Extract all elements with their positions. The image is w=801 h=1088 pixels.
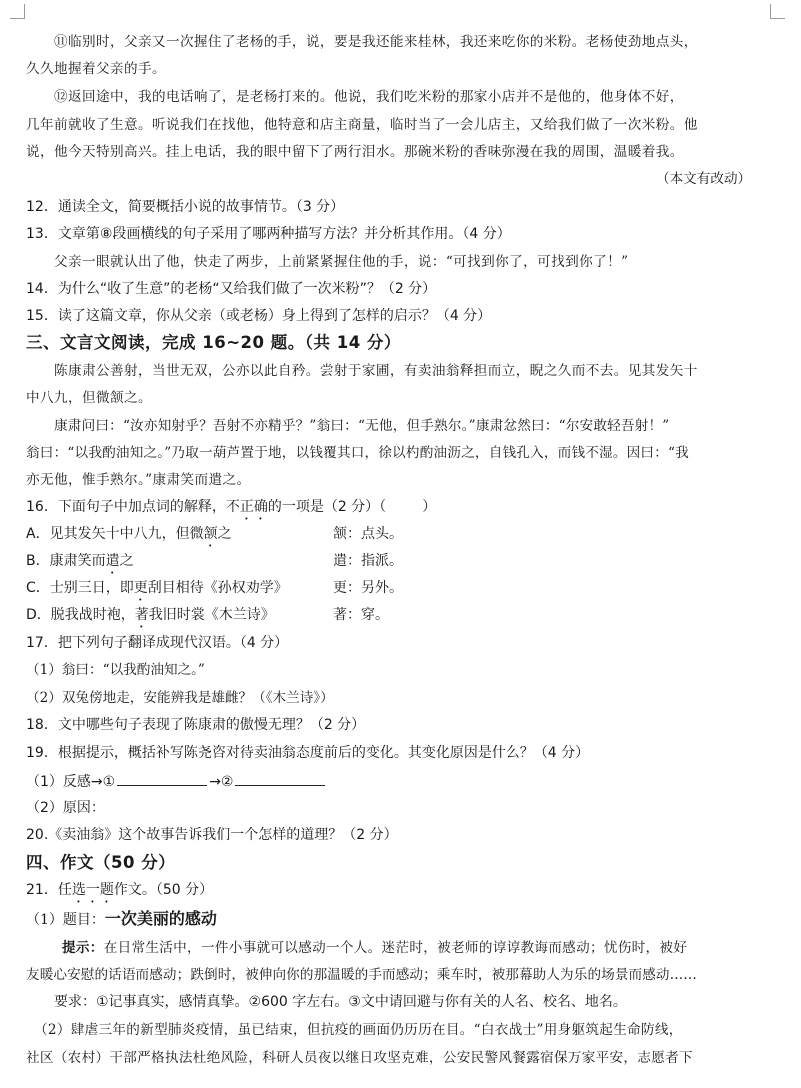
classical-passage-line2: 中八九，但微颔之。 — [26, 390, 152, 406]
classical-passage-line3: 康肃问曰：“汝亦知射乎？吾射不亦精乎？”翁曰：“无他，但手熟尔。”康肃忿然曰：“尔安敢轻吾射！” — [54, 418, 670, 434]
dotted-phrase: 选一题 — [71, 882, 114, 898]
emphasized-word: 正确 — [239, 499, 268, 515]
question-17-item2: （2）双兔傍地走，安能辨我是雄雌？（《木兰诗》） — [26, 690, 334, 706]
dotted-word-b: 遣 — [105, 553, 120, 569]
option-b: B．康肃笑而遣之 — [26, 553, 134, 569]
dotted-word-d: 著 — [134, 607, 149, 623]
requirements: 要求：①记事真实，感情真挚。②600 字左右。③文中请回避与你有关的人名、校名、地名。 — [54, 994, 627, 1010]
question-17-item1: （1）翁曰：“以我酌油知之。” — [26, 662, 205, 678]
crop-mark-top-right — [770, 4, 785, 19]
question-12: 12．通读全文，简要概括小说的故事情节。（3 分） — [26, 199, 345, 215]
question-15: 15．读了这篇文章，你从父亲（或老杨）身上得到了怎样的启示？（4 分） — [26, 308, 492, 324]
classical-passage-line4: 翁曰：“以我酌油知之。”乃取一葫芦置于地，以钱覆其口，徐以杓酌油沥之，自钱孔入，而钱不湿。因曰：“我 — [26, 445, 689, 461]
option-d: D．脱我战时袍，著我旧时裳《木兰诗》 — [26, 607, 275, 623]
story-p12-line3: 说，他今天特别高兴。挂上电话，我的眼中留下了两行泪水。那碗米粉的香味弥漫在我的周围，温暖着我。 — [26, 144, 684, 160]
option-b-gloss: 遣：指派。 — [333, 553, 403, 569]
option-c-gloss: 更：另外。 — [333, 580, 403, 596]
story-p12-line1: ⑫返回途中，我的电话响了，是老杨打来的。他说，我们吃米粉的那家小店并不是他的，他身体不好， — [54, 89, 684, 105]
answer-blank-2[interactable] — [235, 771, 325, 786]
option-d-gloss: 著：穿。 — [333, 607, 389, 623]
story-p11-line2: 久久地握着父亲的手。 — [26, 61, 166, 77]
question-16: 16．下面句子中加点词的解释，不正确的一项是（2 分）（ ） — [26, 499, 437, 515]
option-c: C．士别三日，即更刮目相待《孙权劝学》 — [26, 580, 288, 596]
option-a-gloss: 颔：点头。 — [333, 526, 403, 542]
question-20: 20.《卖油翁》这个故事告诉我们一个怎样的道理？（2 分） — [26, 827, 398, 843]
question-18: 18．文中哪些句子表现了陈康肃的傲慢无理？（2 分） — [26, 717, 366, 733]
crop-mark-top-left — [10, 4, 25, 19]
question-19: 19．根据提示，概括补写陈尧咨对待卖油翁态度前后的变化。其变化原因是什么？（4 分） — [26, 745, 590, 761]
section-3-heading: 三、文言文阅读，完成 16~20 题。（共 14 分） — [26, 333, 401, 352]
story-p11-line1: ⑪临别时，父亲又一次握住了老杨的手，说，要是我还能来桂林，我还来吃你的米粉。老杨使劲地点头， — [54, 34, 698, 50]
source-note: （本文有改动） — [656, 171, 752, 187]
topic-1-title: 一次美丽的感动 — [104, 909, 217, 928]
question-19-item1: （1）反感→① →② — [26, 771, 327, 792]
classical-passage-line5: 亦无他，惟手熟尔。”康肃笑而遣之。 — [26, 472, 251, 488]
option-a: A．见其发矢十中八九，但微颔之 — [26, 526, 232, 542]
hint-line1: 提示：在日常生活中，一件小事就可以感动一个人。迷茫时，被老师的谆谆教诲而感动；忧伤时，被好 — [62, 940, 688, 956]
topic-1: （1）题目：一次美丽的感动 — [26, 909, 217, 928]
section-4-heading: 四、作文（50 分） — [26, 853, 176, 872]
topic-2-line2: 社区（农村）干部严格执法杜绝风险，科研人员夜以继日攻坚克难，公安民警风餐露宿保万家平安，志愿者下 — [26, 1050, 693, 1066]
topic-2-line1: （2）肆虐三年的新型肺炎疫情，虽已结束，但抗疫的画面仍历历在目。“白衣战士”用身躯筑起生命防线， — [34, 1022, 683, 1038]
question-13-quote: 父亲一眼就认出了他，快走了两步，上前紧紧握住他的手，说：“可找到你了，可找到你了！” — [54, 254, 629, 270]
question-21: 21．任选一题作文。（50 分） — [26, 882, 214, 898]
question-14: 14．为什么“收了生意”的老杨“又给我们做了一次米粉”？（2 分） — [26, 281, 437, 297]
hint-label: 提示： — [62, 940, 104, 956]
question-19-item2: （2）原因： — [26, 800, 105, 816]
question-13: 13．文章第⑧段画横线的句子采用了哪两种描写方法？并分析其作用。（4 分） — [26, 226, 511, 242]
dotted-word-a: 颔 — [203, 526, 218, 542]
answer-blank-1[interactable] — [117, 771, 207, 786]
story-p12-line2: 几年前就收了生意。听说我们在找他，他特意和店主商量，临时当了一会儿店主，又给我们做了一次米粉。他 — [26, 117, 698, 133]
classical-passage-line1: 陈康肃公善射，当世无双，公亦以此自矜。尝射于家圃，有卖油翁释担而立，睨之久而不去。见其发矢十 — [54, 363, 698, 379]
dotted-word-c: 更 — [133, 580, 148, 596]
question-17: 17．把下列句子翻译成现代汉语。（4 分） — [26, 635, 289, 651]
hint-line2: 友暖心安慰的话语而感动；跌倒时，被伸向你的那温暖的手而感动；乘车时，被那幕助人为乐的场景而感动…… — [26, 967, 697, 983]
